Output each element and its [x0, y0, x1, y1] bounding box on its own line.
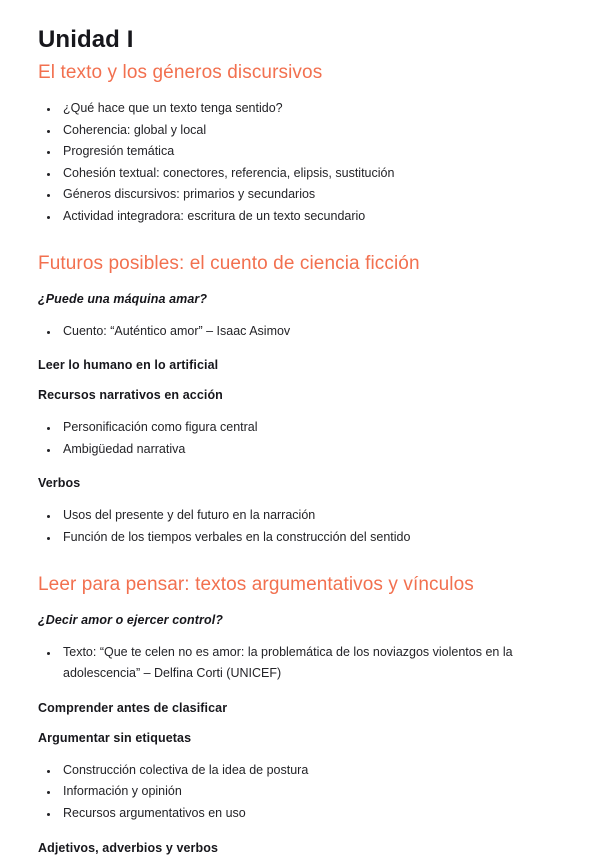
- bullet-list: [38, 321, 564, 343]
- list-item: • Construcción colectiva de la idea de postura: [59, 760, 564, 782]
- bold-subhead: Argumentar sin etiquetas: [38, 730, 192, 745]
- bullet-list: [38, 642, 564, 685]
- question-subhead: ¿Puede una máquina amar?: [38, 291, 208, 306]
- list-item: • Coherencia: global y local: [59, 120, 564, 142]
- list-item: • Ambigüedad narrativa: [59, 439, 564, 461]
- list-item: • ¿Qué hace que un texto tenga sentido?: [59, 98, 564, 120]
- bullet-list: [38, 760, 564, 825]
- question-subhead: ¿Decir amor o ejercer control?: [38, 612, 224, 627]
- list-item: • Géneros discursivos: primarios y secundarios: [59, 184, 564, 206]
- section-texto-generos: [38, 98, 564, 228]
- section-leer-para-pensar: [38, 572, 564, 857]
- bullet-list: [38, 505, 564, 548]
- page-header: [38, 25, 564, 85]
- list-item: • Cuento: “Auténtico amor” – Isaac Asimov: [59, 321, 564, 343]
- list-item: • Texto: “Que te celen no es amor: la problemática de los noviazgos violentos en la adolescencia” – Delfina Corti (UNICEF): [59, 642, 564, 685]
- section-futuros-posibles: [38, 251, 564, 549]
- section-heading-texto-generos: El texto y los géneros discursivos: [38, 62, 323, 83]
- section-heading-leer-para-pensar: Leer para pensar: textos argumentativos y vínculos: [38, 573, 474, 595]
- list-item: • Cohesión textual: conectores, referencia, elipsis, sustitución: [59, 163, 564, 185]
- section-heading-futuros-posibles: Futuros posibles: el cuento de ciencia ficción: [38, 252, 420, 274]
- bold-subhead: Leer lo humano en lo artificial: [38, 358, 219, 373]
- list-item: • Progresión temática: [59, 141, 564, 163]
- bold-subhead: Recursos narrativos en acción: [38, 388, 223, 403]
- list-item: • Personificación como figura central: [59, 417, 564, 439]
- list-item: • Usos del presente y del futuro en la narración: [59, 505, 564, 527]
- bold-subhead: Adjetivos, adverbios y verbos: [38, 840, 219, 855]
- bullet-list: [38, 98, 564, 228]
- page-title: Unidad I: [38, 26, 134, 53]
- list-item: • Recursos argumentativos en uso: [59, 803, 564, 825]
- list-item: • Actividad integradora: escritura de un texto secundario: [59, 206, 564, 228]
- bullet-list: [38, 417, 564, 460]
- list-item: • Función de los tiempos verbales en la construcción del sentido: [59, 527, 564, 549]
- list-item: • Información y opinión: [59, 781, 564, 803]
- bold-subhead: Comprender antes de clasificar: [38, 700, 228, 715]
- bold-subhead: Verbos: [38, 476, 81, 491]
